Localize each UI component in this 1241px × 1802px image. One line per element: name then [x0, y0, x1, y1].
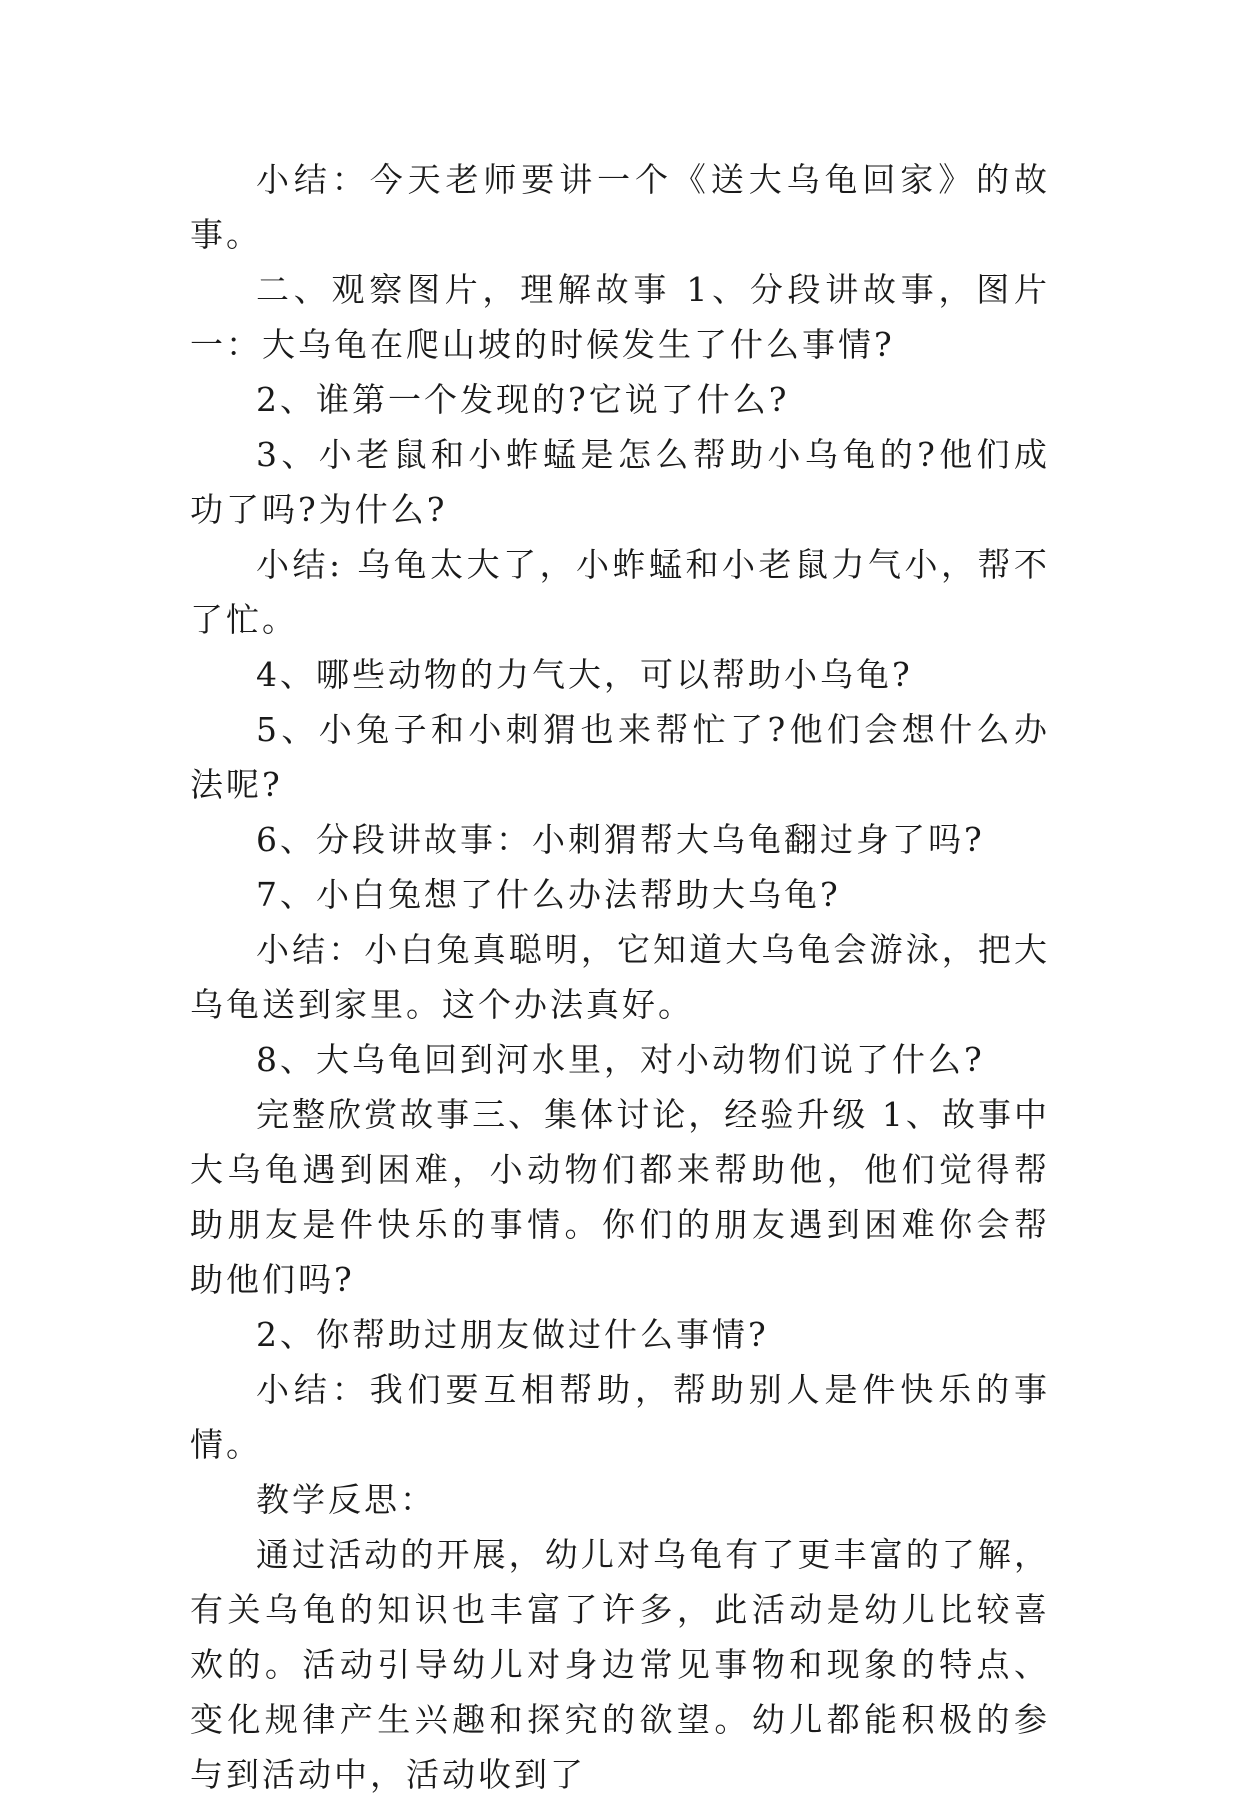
paragraph-summary-turtle-big: 小结: 乌龟太大了，小蚱蜢和小老鼠力气小，帮不了忙。 — [190, 545, 1050, 639]
paragraph-summary-intro: 小结：今天老师要讲一个《送大乌龟回家》的故事。 — [190, 160, 1050, 254]
paragraph-reflection-body: 通过活动的开展，幼儿对乌龟有了更丰富的了解，有关乌龟的知识也丰富了许多，此活动是幼儿比较喜欢的。活动引导幼儿对身边常见事物和现象的特点、变化规律产生兴趣和探究的欲望。幼儿都能积极的参与到活动中，活动收到了 — [190, 1535, 1050, 1794]
paragraph-question-2: 2、谁第一个发现的?它说了什么? — [256, 380, 790, 419]
paragraph-reflection-heading: 教学反思： — [256, 1480, 436, 1519]
paragraph-question-7: 7、小白兔想了什么办法帮助大乌龟? — [256, 875, 841, 914]
paragraph-question-3: 3、小老鼠和小蚱蜢是怎么帮助小乌龟的?他们成功了吗?为什么? — [190, 435, 1050, 529]
paragraph-summary-help: 小结：我们要互相帮助，帮助别人是件快乐的事情。 — [190, 1370, 1050, 1464]
paragraph-section-three: 完整欣赏故事三、集体讨论，经验升级 1、故事中大乌龟遇到困难，小动物们都来帮助他，他们觉得帮助朋友是件快乐的事情。你们的朋友遇到困难你会帮助他们吗? — [190, 1095, 1050, 1299]
paragraph-question-4: 4、哪些动物的力气大，可以帮助小乌龟? — [256, 655, 913, 694]
paragraph-discussion-2: 2、你帮助过朋友做过什么事情? — [256, 1315, 769, 1354]
paragraph-section-two: 二、观察图片，理解故事 1、分段讲故事，图片一：大乌龟在爬山坡的时候发生了什么事情? — [190, 270, 1050, 364]
paragraph-question-5: 5、小兔子和小刺猬也来帮忙了?他们会想什么办法呢? — [190, 710, 1050, 804]
paragraph-question-8: 8、大乌龟回到河水里，对小动物们说了什么? — [256, 1040, 985, 1079]
paragraph-summary-rabbit: 小结：小白兔真聪明，它知道大乌龟会游泳，把大乌龟送到家里。这个办法真好。 — [190, 930, 1050, 1024]
paragraph-question-6: 6、分段讲故事：小刺猬帮大乌龟翻过身了吗? — [256, 820, 985, 859]
document-body — [190, 152, 1050, 1802]
